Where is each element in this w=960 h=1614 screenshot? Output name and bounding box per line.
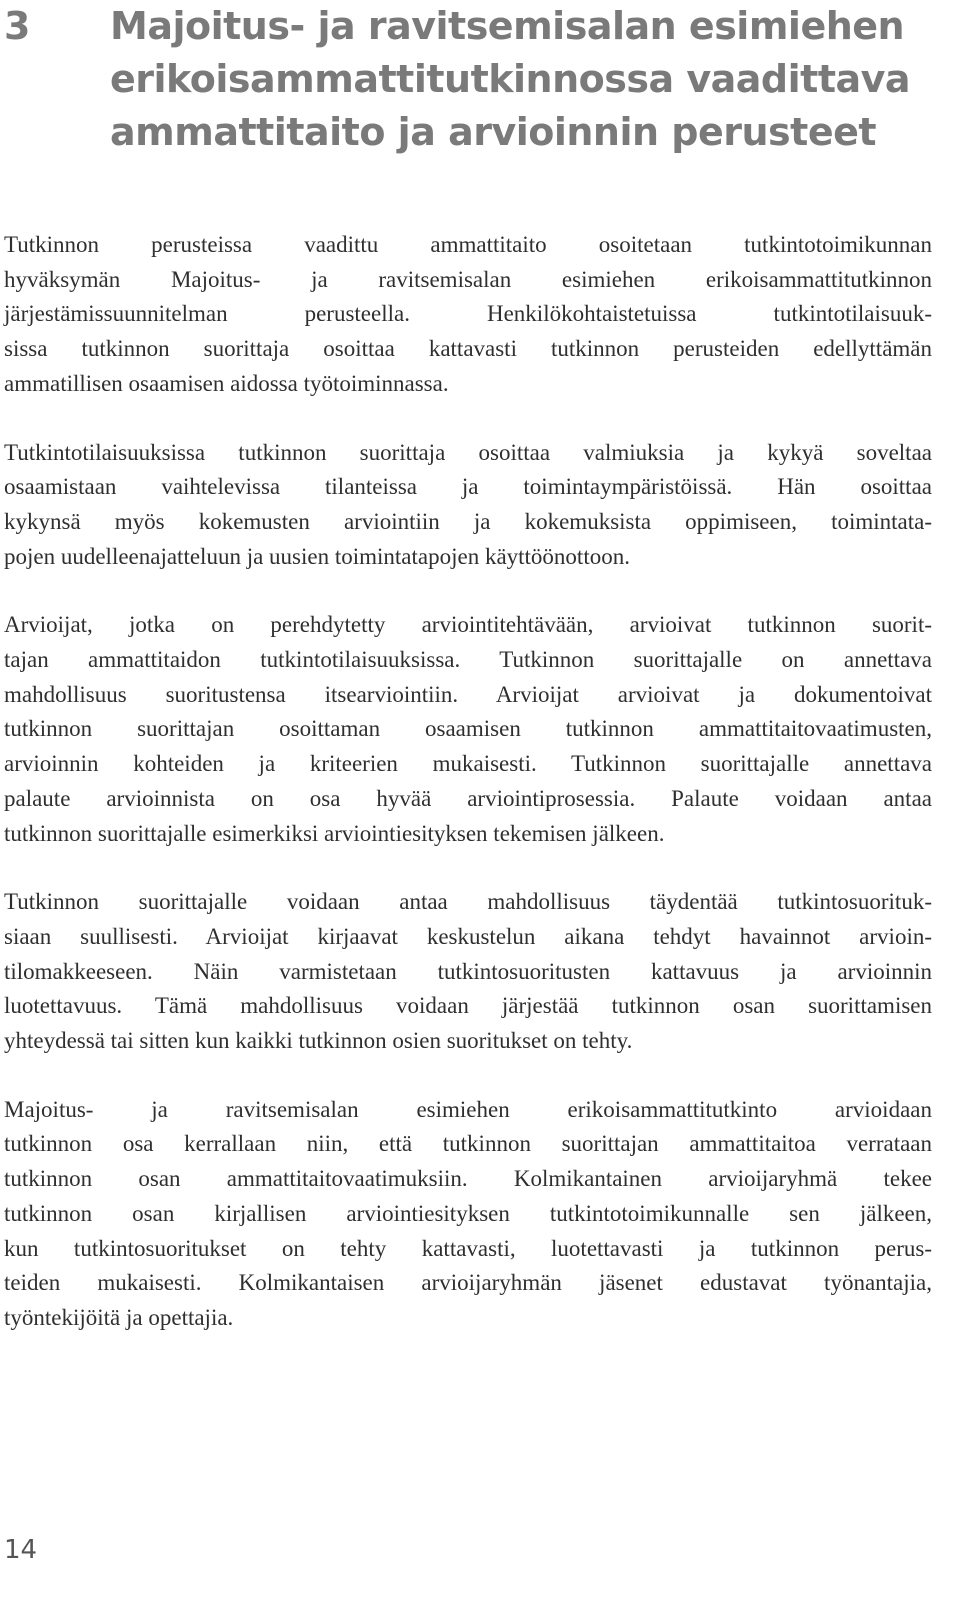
text-line: Arvioijat, jotka on perehdytetty arviointitehtävään, arvioivat tutkinnon suorit- [4, 612, 932, 638]
body-text [4, 228, 932, 1370]
chapter-title-line: Majoitus- ja ravitsemisalan esimiehen [110, 4, 905, 48]
text-line: Majoitus- ja ravitsemisalan esimiehen erikoisammattitutkinto arvioidaan [4, 1096, 932, 1122]
page-number: 14 [4, 1535, 38, 1565]
text-line: teiden mukaisesti. Kolmikantaisen arvioijaryhmän jäsenet edustavat työnantajia, [4, 1270, 932, 1296]
text-line: tutkinnon osa kerrallaan niin, että tutkinnon suorittajan ammattitaitoa verrataan [4, 1131, 932, 1157]
text-line: palaute arvioinnista on osa hyvää arviointiprosessia. Palaute voidaan antaa [4, 785, 932, 811]
text-line: tutkinnon suorittajan osoittaman osaamisen tutkinnon ammattitaitovaatimusten, [4, 716, 932, 742]
text-line: tutkinnon osan ammattitaitovaatimuksiin. Kolmikantainen arvioijaryhmä tekee [4, 1166, 932, 1192]
chapter-number: 3 [4, 4, 31, 48]
text-line: kykynsä myös kokemusten arviointiin ja kokemuksista oppimiseen, toimintata- [4, 508, 932, 534]
text-line: Tutkintotilaisuuksissa tutkinnon suorittaja osoittaa valmiuksia ja kykyä soveltaa [4, 439, 932, 465]
paragraph [4, 436, 932, 575]
chapter-heading [0, 0, 960, 170]
text-line: pojen uudelleenajatteluun ja uusien toimintatapojen käyttöönottoon. [4, 543, 630, 569]
paragraph [4, 1093, 932, 1336]
text-line: Tutkinnon suorittajalle voidaan antaa mahdollisuus täydentää tutkintosuorituk- [4, 889, 932, 915]
text-line: kun tutkintosuoritukset on tehty kattavasti, luotettavasti ja tutkinnon perus- [4, 1235, 932, 1261]
chapter-title [110, 0, 930, 159]
text-line: työntekijöitä ja opettajia. [4, 1304, 234, 1330]
text-line: siaan suullisesti. Arvioijat kirjaavat keskustelun aikana tehdyt havainnot arvioin- [4, 923, 932, 949]
text-line: osaamistaan vaihtelevissa tilanteissa ja toimintaympäristöissä. Hän osoittaa [4, 474, 932, 500]
text-line: arvioinnin kohteiden ja kriteerien mukaisesti. Tutkinnon suorittajalle annettava [4, 751, 932, 777]
text-line: yhteydessä tai sitten kun kaikki tutkinnon osien suoritukset on tehty. [4, 1028, 633, 1054]
paragraph [4, 885, 932, 1059]
chapter-title-line: erikoisammattitutkinnossa vaadittava [110, 57, 911, 101]
text-line: mahdollisuus suoritustensa itsearviointiin. Arvioijat arvioivat ja dokumentoivat [4, 681, 932, 707]
text-line: ammatillisen osaamisen aidossa työtoiminnassa. [4, 370, 449, 396]
text-line: tilomakkeeseen. Näin varmistetaan tutkintosuoritusten kattavuus ja arvioinnin [4, 958, 932, 984]
text-line: tajan ammattitaidon tutkintotilaisuuksissa. Tutkinnon suorittajalle on annettava [4, 647, 932, 673]
text-line: sissa tutkinnon suorittaja osoittaa kattavasti tutkinnon perusteiden edellyttämän [4, 336, 932, 362]
chapter-title-line: ammattitaito ja arvioinnin perusteet [110, 110, 877, 154]
paragraph [4, 608, 932, 851]
paragraph [4, 228, 932, 402]
text-line: luotettavuus. Tämä mahdollisuus voidaan järjestää tutkinnon osan suorittamisen [4, 993, 932, 1019]
text-line: tutkinnon suorittajalle esimerkiksi arviointiesityksen tekemisen jälkeen. [4, 820, 665, 846]
text-line: tutkinnon osan kirjallisen arviointiesityksen tutkintotoimikunnalle sen jälkeen, [4, 1200, 932, 1226]
text-line: järjestämissuunnitelman perusteella. Henkilökohtaistetuissa tutkintotilaisuuk- [4, 301, 932, 327]
text-line: Tutkinnon perusteissa vaadittu ammattitaito osoitetaan tutkintotoimikunnan [4, 232, 932, 257]
text-line: hyväksymän Majoitus- ja ravitsemisalan esimiehen erikoisammattitutkinnon [4, 266, 932, 292]
